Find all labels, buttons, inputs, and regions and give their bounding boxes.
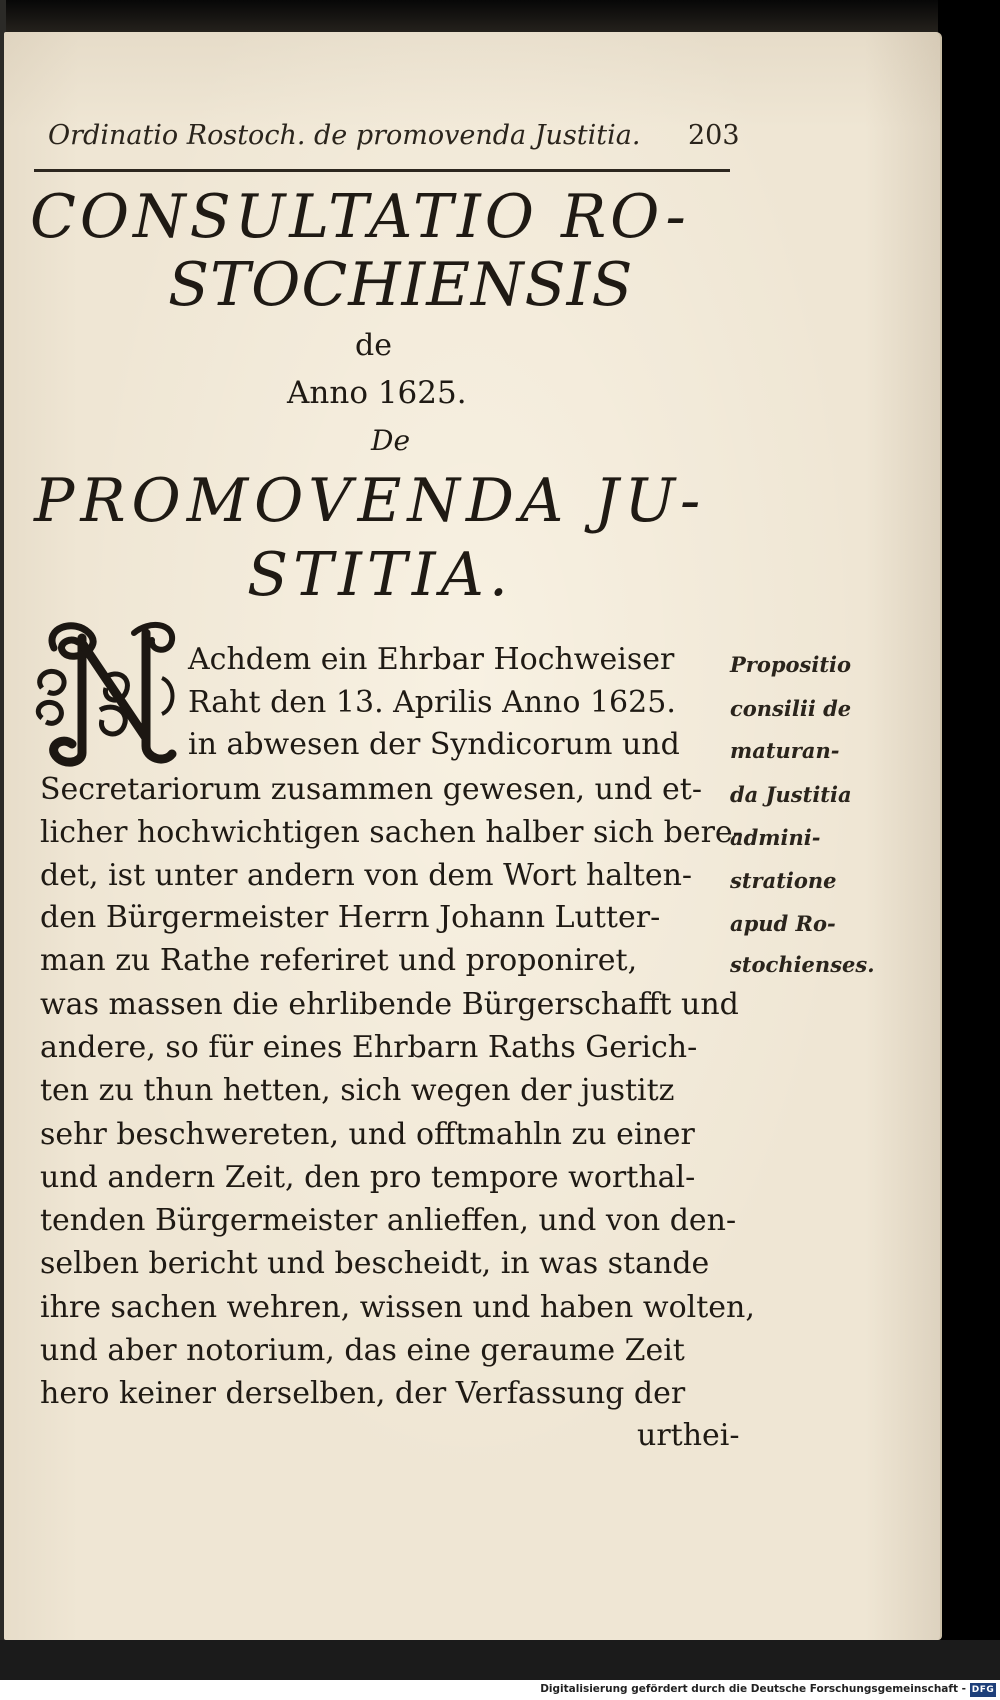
margin-note: stochienses. bbox=[730, 952, 875, 977]
title-line-2: STOCHIENSIS bbox=[168, 250, 634, 320]
title-line-7: STITIA. bbox=[247, 540, 513, 610]
body-line: den Bürgermeister Herrn Johann Lutter- bbox=[40, 900, 661, 935]
body-line: ihre sachen wehren, wissen und haben wolten, bbox=[40, 1290, 755, 1325]
catchword: urthei- bbox=[637, 1418, 740, 1453]
body-line: sehr beschwereten, und offtmahln zu einer bbox=[40, 1117, 695, 1152]
body-line: tenden Bürgermeister anlieffen, und von den- bbox=[40, 1203, 737, 1238]
title-line-5: De bbox=[371, 424, 411, 457]
margin-note: stratione bbox=[730, 868, 837, 893]
body-line: was massen die ehrlibende Bürgerschafft und bbox=[40, 987, 739, 1022]
margin-note: maturan- bbox=[730, 738, 840, 763]
decorated-initial-icon bbox=[34, 618, 182, 768]
body-line: und aber notorium, das eine geraume Zeit bbox=[40, 1333, 685, 1368]
page-number: 203 bbox=[688, 120, 740, 151]
body-line: Achdem ein Ehrbar Hochweiser bbox=[188, 642, 675, 677]
title-line-4: Anno 1625. bbox=[287, 375, 467, 411]
title-line-3: de bbox=[355, 328, 392, 363]
running-head-title: Ordinatio Rostoch. de promovenda Justitia. bbox=[48, 120, 641, 151]
body-line: in abwesen der Syndicorum und bbox=[188, 727, 680, 762]
header-rule bbox=[34, 169, 730, 172]
digitization-footer bbox=[0, 1680, 1000, 1700]
body-line: andere, so für eines Ehrbarn Raths Gerich- bbox=[40, 1030, 698, 1065]
footer-credit-text: Digitalisierung gefördert durch die Deutsche Forschungsgemeinschaft - bbox=[540, 1683, 966, 1695]
body-line: und andern Zeit, den pro tempore worthal- bbox=[40, 1160, 696, 1195]
title-line-1: CONSULTATIO RO- bbox=[30, 182, 690, 252]
scan-bottom-edge bbox=[0, 1640, 1000, 1680]
scan-right-edge bbox=[938, 0, 1000, 1700]
margin-note: consilii de bbox=[730, 696, 852, 721]
margin-note: admini- bbox=[730, 825, 821, 850]
margin-note: apud Ro- bbox=[730, 911, 836, 936]
body-line: Secretariorum zusammen gewesen, und et- bbox=[40, 772, 702, 807]
body-line: det, ist unter andern von dem Wort halten- bbox=[40, 858, 693, 893]
body-line: man zu Rathe referiret und proponiret, bbox=[40, 943, 638, 978]
body-line: Raht den 13. Aprilis Anno 1625. bbox=[188, 685, 676, 720]
margin-note: Propositio bbox=[730, 652, 852, 677]
body-line: hero keiner derselben, der Verfassung der bbox=[40, 1376, 686, 1411]
margin-note: da Justitia bbox=[730, 782, 852, 807]
body-line: ten zu thun hetten, sich wegen der justitz bbox=[40, 1073, 675, 1108]
dfg-logo-icon: DFG bbox=[971, 1685, 995, 1695]
body-line: licher hochwichtigen sachen halber sich bere- bbox=[40, 815, 743, 850]
running-head bbox=[48, 120, 748, 151]
title-line-6: PROMOVENDA JU- bbox=[34, 466, 707, 536]
body-line: selben bericht und bescheidt, in was stande bbox=[40, 1246, 710, 1281]
